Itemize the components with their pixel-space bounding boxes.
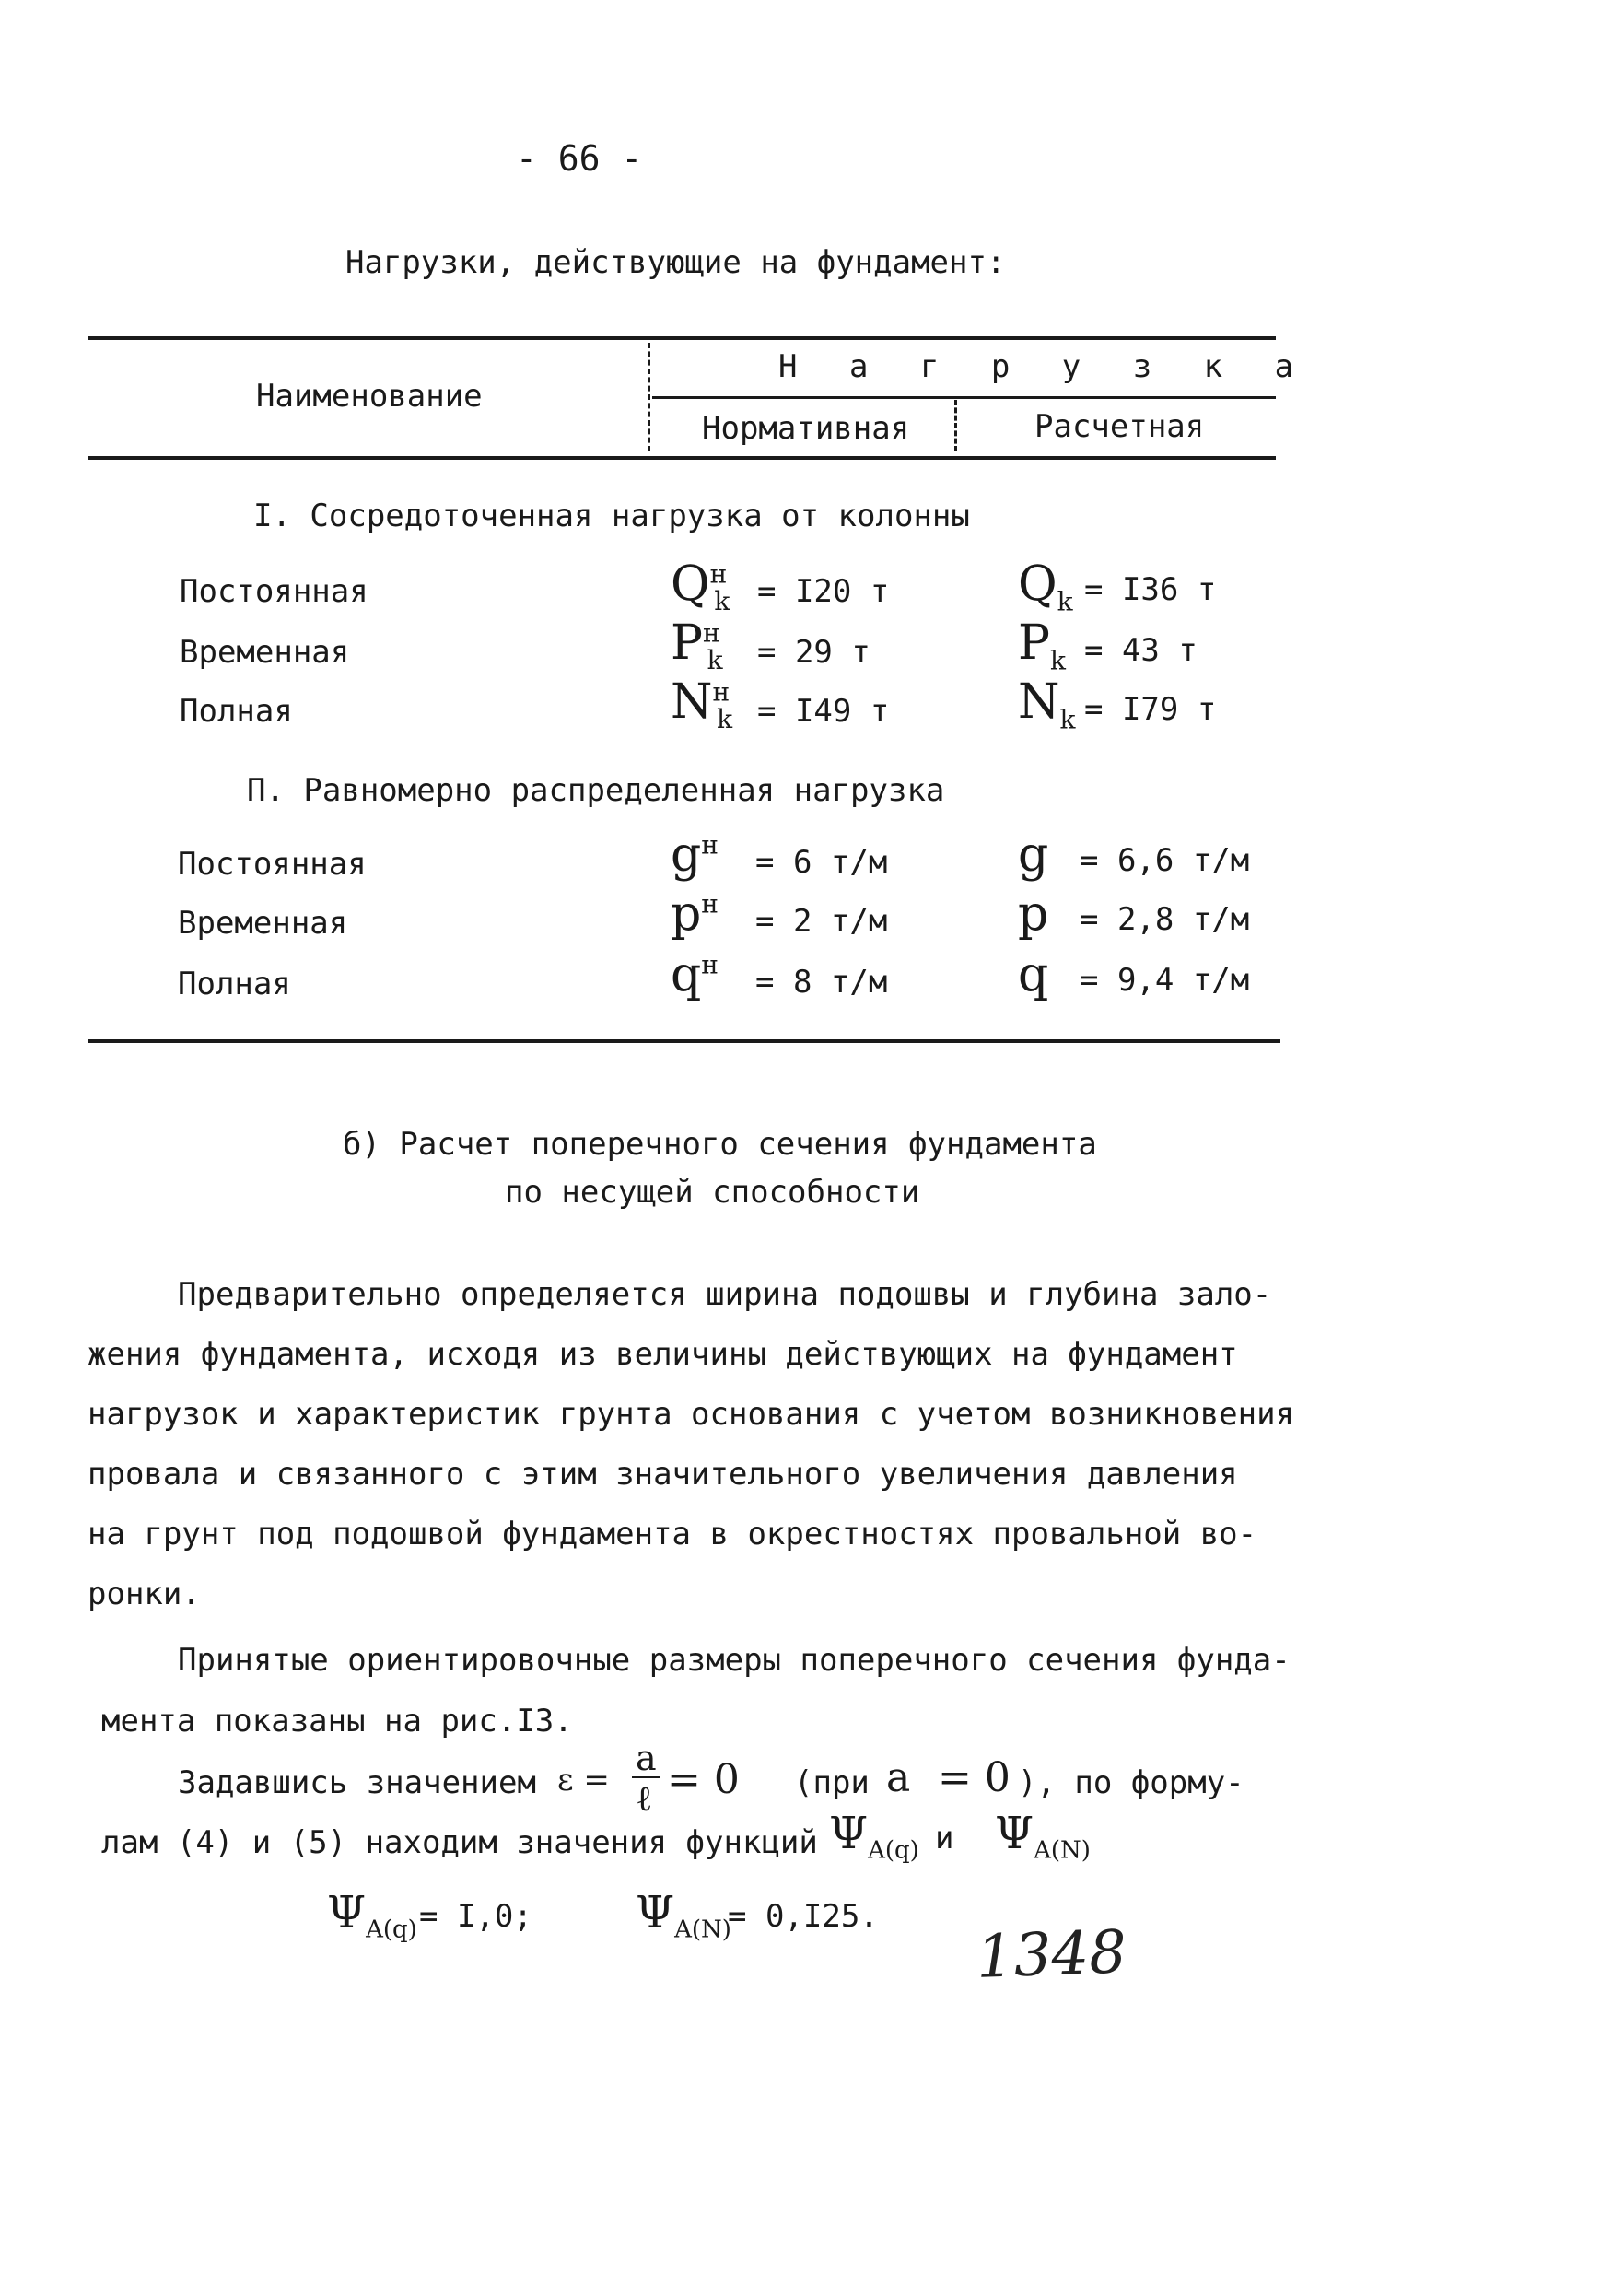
row-label: Постоянная	[178, 846, 367, 883]
row-label: Полная	[180, 693, 293, 730]
row-label: Полная	[178, 966, 291, 1002]
section2-title: П. Равномерно распределенная нагрузка	[247, 772, 945, 809]
subheading-line1: б) Расчет поперечного сечения фундамента	[343, 1126, 1097, 1163]
calc-symbol: g	[1018, 827, 1049, 883]
psi-symbol: $\Psi_{A(N)}$	[995, 1808, 1091, 1865]
row-label: Постоянная	[180, 573, 368, 610]
norm-symbol: $g^н$	[671, 827, 719, 883]
group-header-rule	[652, 396, 1276, 399]
paragraph-line: мента показаны на рис.I3.	[101, 1703, 573, 1740]
calc-symbol: $Q_k$	[1018, 557, 1073, 617]
norm-symbol: $P^н_k$	[671, 615, 723, 676]
calc-value: = 2,8 т/м	[1080, 901, 1250, 938]
header-separator	[648, 343, 650, 451]
loads-heading: Нагрузки, действующие на фундамент:	[345, 244, 1006, 281]
result-value: = I,0;	[419, 1898, 532, 1935]
table-top-rule	[88, 336, 1276, 340]
norm-symbol: $Q^н_k$	[671, 557, 730, 617]
result-value: = 0,I25.	[728, 1898, 879, 1935]
row-label: Временная	[180, 634, 350, 671]
row-label: Временная	[178, 905, 348, 942]
condition-open: (при	[794, 1764, 870, 1801]
paragraph-line: на грунт под подошвой фундамента в окрестностях провальной во-	[88, 1516, 1257, 1552]
paragraph-line: жения фундамента, исходя из величины действующих на фундамент	[88, 1336, 1238, 1373]
table-header-rule	[88, 456, 1276, 460]
col-calc-header: Расчетная	[1034, 408, 1205, 445]
norm-symbol: $N^н_k$	[671, 674, 733, 735]
calc-value: = 43 т	[1084, 632, 1198, 669]
section1-title: I. Сосредоточенная нагрузка от колонны	[253, 498, 970, 534]
norm-value: = 8 т/м	[755, 964, 888, 1001]
paragraph-line: Предварительно определяется ширина подошвы и глубина зало-	[178, 1276, 1272, 1313]
table-bottom-rule	[88, 1039, 1280, 1043]
fraction-denominator: ℓ	[636, 1778, 653, 1819]
psi-symbol: $\Psi_{A(N)}$	[636, 1887, 731, 1944]
handwritten-number: 1348	[975, 1918, 1128, 1992]
calc-symbol: $P_k$	[1018, 615, 1066, 676]
norm-value: = I49 т	[757, 693, 890, 730]
condition-eq: = 0	[938, 1754, 1011, 1801]
norm-value: = 2 т/м	[755, 903, 888, 940]
calc-value: = 6,6 т/м	[1080, 842, 1250, 879]
norm-symbol: $p^н$	[671, 886, 719, 942]
paragraph-line: провала и связанного с этим значительного увеличения давления	[88, 1456, 1238, 1493]
page-number: - 66 -	[516, 138, 643, 179]
subheader-separator	[954, 400, 957, 451]
paragraph-line: Принятые ориентировочные размеры поперечного сечения фунда-	[178, 1642, 1291, 1679]
calc-symbol: $N_k$	[1018, 674, 1076, 735]
formula-prefix: Задавшись значением	[178, 1764, 536, 1801]
calc-value: = I79 т	[1084, 691, 1217, 728]
equals-zero: = 0	[667, 1756, 740, 1803]
calc-value: = 9,4 т/м	[1080, 962, 1250, 999]
calc-symbol: p	[1018, 886, 1049, 942]
norm-value: = 6 т/м	[755, 844, 888, 881]
paragraph-line: ронки.	[88, 1576, 201, 1612]
subheading-line2: по несущей способности	[505, 1174, 920, 1211]
fraction-numerator: a	[632, 1740, 660, 1778]
calc-value: = I36 т	[1084, 571, 1217, 608]
psi-symbol: $\Psi_{A(q)}$	[327, 1887, 417, 1944]
norm-symbol: $q^н$	[671, 947, 719, 1002]
paragraph-line: нагрузок и характеристик грунта основания с учетом возникновения	[88, 1396, 1295, 1433]
calc-symbol: q	[1018, 947, 1049, 1002]
norm-value: = I20 т	[757, 573, 890, 610]
and-word: и	[935, 1820, 954, 1857]
col-norm-header: Нормативная	[702, 410, 910, 447]
col-group-header: Н а г р у з к а	[778, 348, 1311, 385]
epsilon-symbol: ε =	[557, 1762, 610, 1798]
condition-close: ), по форму-	[1018, 1764, 1244, 1801]
condition-a: a	[886, 1754, 911, 1801]
norm-value: = 29 т	[757, 634, 870, 671]
col-name-header: Наименование	[256, 378, 483, 415]
formula-text: лам (4) и (5) находим значения функций	[101, 1824, 818, 1861]
psi-symbol: $\Psi_{A(q)}$	[829, 1808, 919, 1865]
